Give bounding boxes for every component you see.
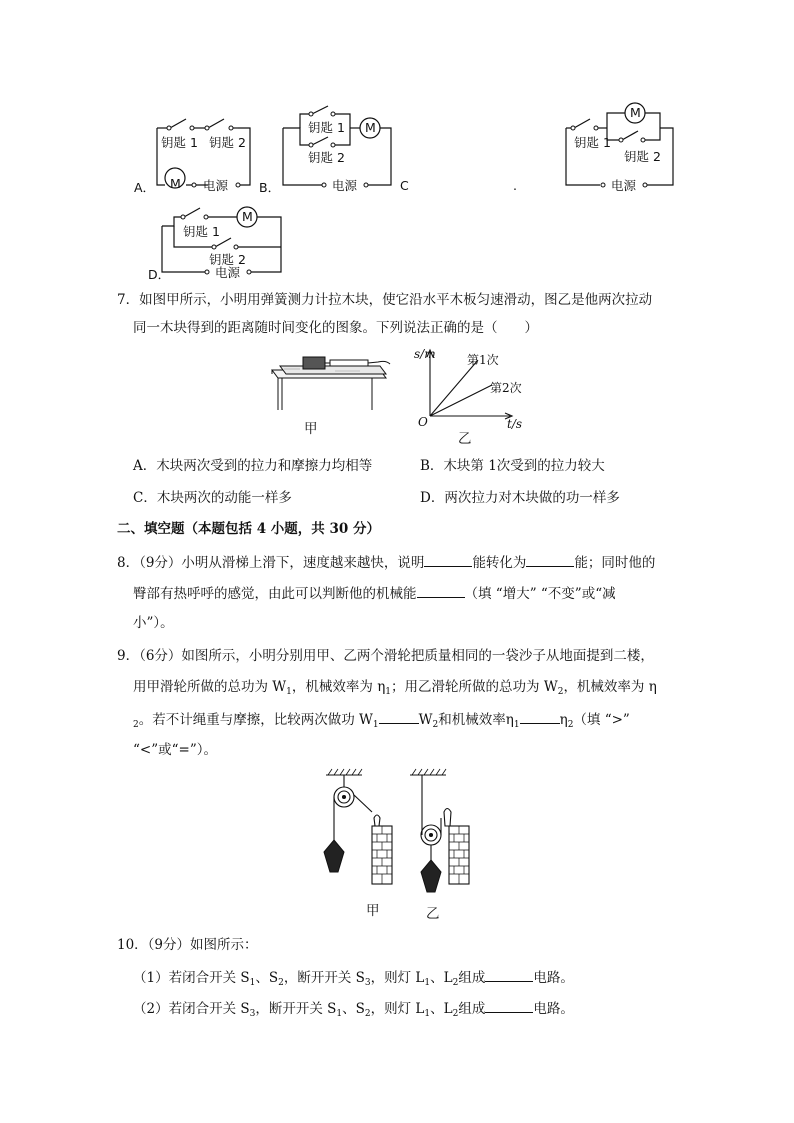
series-1-label: 第1次 xyxy=(467,353,499,367)
key2-label: 钥匙 2 xyxy=(624,149,661,164)
key2-label: 钥匙 2 xyxy=(209,252,246,267)
q7-line2: 同一木块得到的距离随时间变化的图象。下列说法正确的是（ ） xyxy=(133,320,538,336)
option-c-label: C xyxy=(400,178,409,193)
series-2-label: 第2次 xyxy=(490,381,522,395)
option-c-dot: . xyxy=(513,178,517,193)
option-d-label: D． xyxy=(148,267,171,282)
q9-fig-yi-caption: 乙 xyxy=(426,906,440,922)
q9-line2: 用甲滑轮所做的总功为 $W_1$，机械效率为 $\eta_1$；用乙滑轮所做的总功为 $W_2$，机械效率为 η xyxy=(133,679,657,697)
q7-fig-yi-caption: 乙 xyxy=(458,431,472,447)
motor-label: M xyxy=(242,209,253,224)
key2-label: 钥匙 2 xyxy=(308,150,345,165)
q10-blank-2[interactable] xyxy=(485,998,533,1013)
graph-x-axis-label: t/s xyxy=(507,417,523,431)
q8-line3: 小”）。 xyxy=(133,615,174,631)
q7-line1: 7．如图甲所示，小明用弹簧测力计拉木块，使它沿水平木板匀速滑动，图乙是他两次拉动 xyxy=(117,292,653,308)
q10-blank-1[interactable] xyxy=(485,967,533,982)
key1-label: 钥匙 1 xyxy=(574,135,611,150)
q7-option-c: C．木块两次的动能一样多 xyxy=(133,490,292,506)
option-a-label: A． xyxy=(134,180,156,195)
q9-line1: 9．（6分）如图所示，小明分别用甲、乙两个滑轮把质量相同的一袋沙子从地面提到二楼， xyxy=(117,648,654,664)
motor-label: M xyxy=(630,105,641,120)
motor-label: M xyxy=(170,176,181,191)
q10-line1: 10．（9分）如图所示： xyxy=(117,937,258,953)
q8-line2: 臀部有热呼呼的感觉，由此可以判断他的机械能 （填 “增大” “不变”或“减 xyxy=(133,583,616,603)
graph-origin-label: O xyxy=(418,415,428,429)
section-2-heading: 二、填空题（本题包括 4 小题，共 30 分） xyxy=(117,521,380,537)
q8-line1: 8．（9分）小明从滑梯上滑下，速度越来越快，说明 能转化为 能；同时他的 xyxy=(117,552,655,572)
q7-option-a: A．木块两次受到的拉力和摩擦力均相等 xyxy=(133,458,373,474)
power-label: 电源 xyxy=(611,178,637,193)
key2-label: 钥匙 2 xyxy=(209,135,246,150)
q9-fig-jia-caption: 甲 xyxy=(366,903,380,919)
key1-label: 钥匙 1 xyxy=(161,135,198,150)
sandbag-yi xyxy=(421,860,441,892)
graph-y-axis-label: s/m xyxy=(414,347,436,361)
q7-option-d: D．两次拉力对木块做的功一样多 xyxy=(420,490,620,506)
q9-line3: $_2$。若不计绳重与摩擦，比较两次做功 $W_1$ $W_2$和机械效率$\eta_1$ $\eta_2$（填 “>” xyxy=(133,709,630,734)
motor-label: M xyxy=(365,120,376,135)
q9-line4: “<”或“=”）。 xyxy=(133,742,217,758)
key1-label: 钥匙 1 xyxy=(308,120,345,135)
q10-part1: （1）若闭合开关 $S_1$、$S_2$，断开开关 $S_3$，则灯 $L_1$、$L_2$组成 电路。 xyxy=(133,967,574,992)
key1-label: 钥匙 1 xyxy=(183,224,220,239)
power-label: 电源 xyxy=(203,178,229,193)
sandbag-jia xyxy=(324,840,344,872)
q7-option-b: B．木块第 1次受到的拉力较大 xyxy=(420,458,605,474)
q7-fig-jia-caption: 甲 xyxy=(304,421,318,437)
q10-part2: （2）若闭合开关 $S_3$，断开开关 $S_1$、$S_2$，则灯 $L_1$、$L_2$组成 电路。 xyxy=(133,998,574,1023)
power-label: 电源 xyxy=(332,178,358,193)
power-label: 电源 xyxy=(215,265,241,280)
option-b-label: B． xyxy=(259,180,281,195)
